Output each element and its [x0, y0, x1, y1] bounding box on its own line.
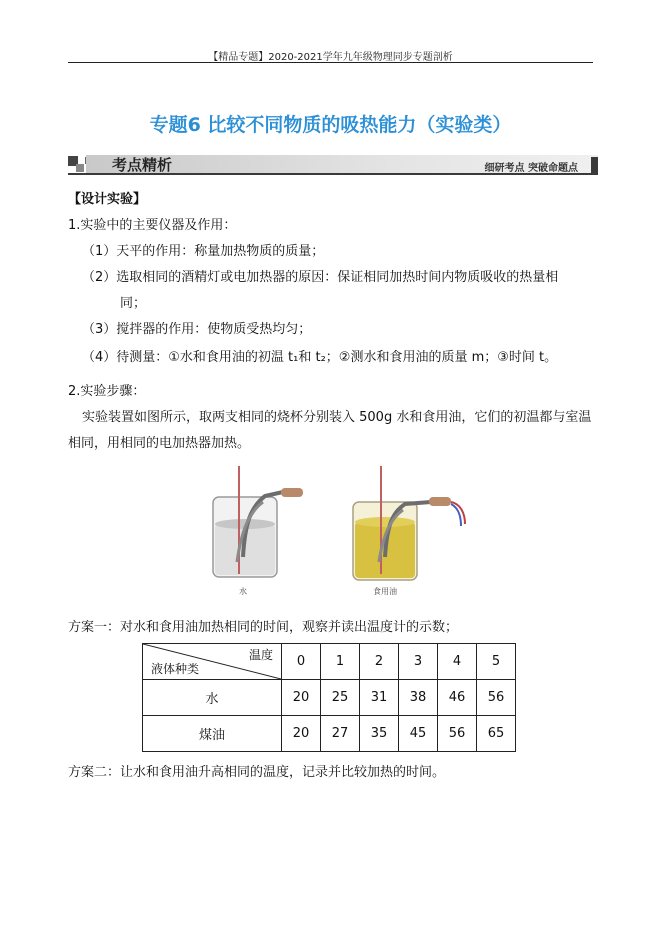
table-cell: 56 [477, 680, 516, 716]
item-1-sub-1: （1）天平的作用：称量加热物质的质量； [82, 244, 325, 259]
table-header-cell: 5 [477, 644, 516, 680]
item-1: 1.实验中的主要仪器及作用： [68, 218, 237, 233]
table-row-label: 水 [143, 680, 282, 716]
table-cell: 38 [399, 680, 438, 716]
page-header: 【精品专题】2020-2021学年九年级物理同步专题剖析 [208, 52, 453, 63]
table-header-cell: 2 [360, 644, 399, 680]
item-1-sub-2: （2）选取相同的酒精灯或电加热器的原因：保证相同加热时间内物质吸收的热量相 [82, 270, 559, 285]
temperature-table [142, 643, 516, 752]
plan-1: 方案一：对水和食用油加热相同的时间，观察并读出温度计的示数； [68, 620, 459, 635]
table-row [143, 680, 516, 716]
table-header-row [143, 644, 516, 680]
banner-square-icon [76, 164, 84, 172]
item-2: 2.实验步骤： [68, 384, 146, 399]
page-title: 专题6 比较不同物质的吸热能力（实验类） [149, 114, 512, 136]
table-row-label: 煤油 [143, 716, 282, 752]
table-cell: 45 [399, 716, 438, 752]
table-cell: 65 [477, 716, 516, 752]
beakers-illustration [203, 462, 483, 598]
section-banner [68, 152, 598, 176]
table-cell: 20 [282, 716, 321, 752]
experiment-figure [203, 462, 483, 598]
table-cell: 25 [321, 680, 360, 716]
item-1-sub-4: （4）待测量：①水和食用油的初温 t₁和 t₂；②测水和食用油的质量 m；③时间 t。 [82, 350, 558, 365]
table-cell: 20 [282, 680, 321, 716]
table-row [143, 716, 516, 752]
banner-tail [591, 157, 598, 173]
table-cell: 56 [438, 716, 477, 752]
item-1-sub-3: （3）搅拌器的作用：使物质受热均匀； [82, 322, 312, 337]
header-divider [68, 62, 593, 63]
corner-top-label: 温度 [248, 648, 273, 662]
table-cell: 46 [438, 680, 477, 716]
oil-label: 食用油 [373, 587, 397, 596]
table-corner-cell [143, 644, 282, 680]
table-header-cell: 1 [321, 644, 360, 680]
table-header-cell: 3 [399, 644, 438, 680]
design-heading: 【设计实验】 [68, 192, 147, 207]
water-beaker [213, 466, 303, 577]
step-text-line-1: 实验装置如图所示，取两支相同的烧杯分别装入 500g 水和食用油，它们的初温都与室温 [82, 410, 592, 425]
table-cell: 27 [321, 716, 360, 752]
oil-beaker [353, 466, 465, 580]
table-cell: 31 [360, 680, 399, 716]
corner-bottom-label: 液体种类 [151, 662, 200, 676]
table-header-cell: 4 [438, 644, 477, 680]
water-label: 水 [239, 587, 247, 596]
banner-label: 考点精析 [112, 156, 173, 174]
banner-tagline: 细研考点 突破命题点 [484, 163, 578, 174]
table-header-cell: 0 [282, 644, 321, 680]
table-cell: 35 [360, 716, 399, 752]
plan-2: 方案二：让水和食用油升高相同的温度，记录并比较加热的时间。 [68, 765, 446, 780]
item-1-sub-2-cont: 同； [120, 296, 147, 311]
step-text-line-2: 相同，用相同的电加热器加热。 [68, 436, 251, 451]
